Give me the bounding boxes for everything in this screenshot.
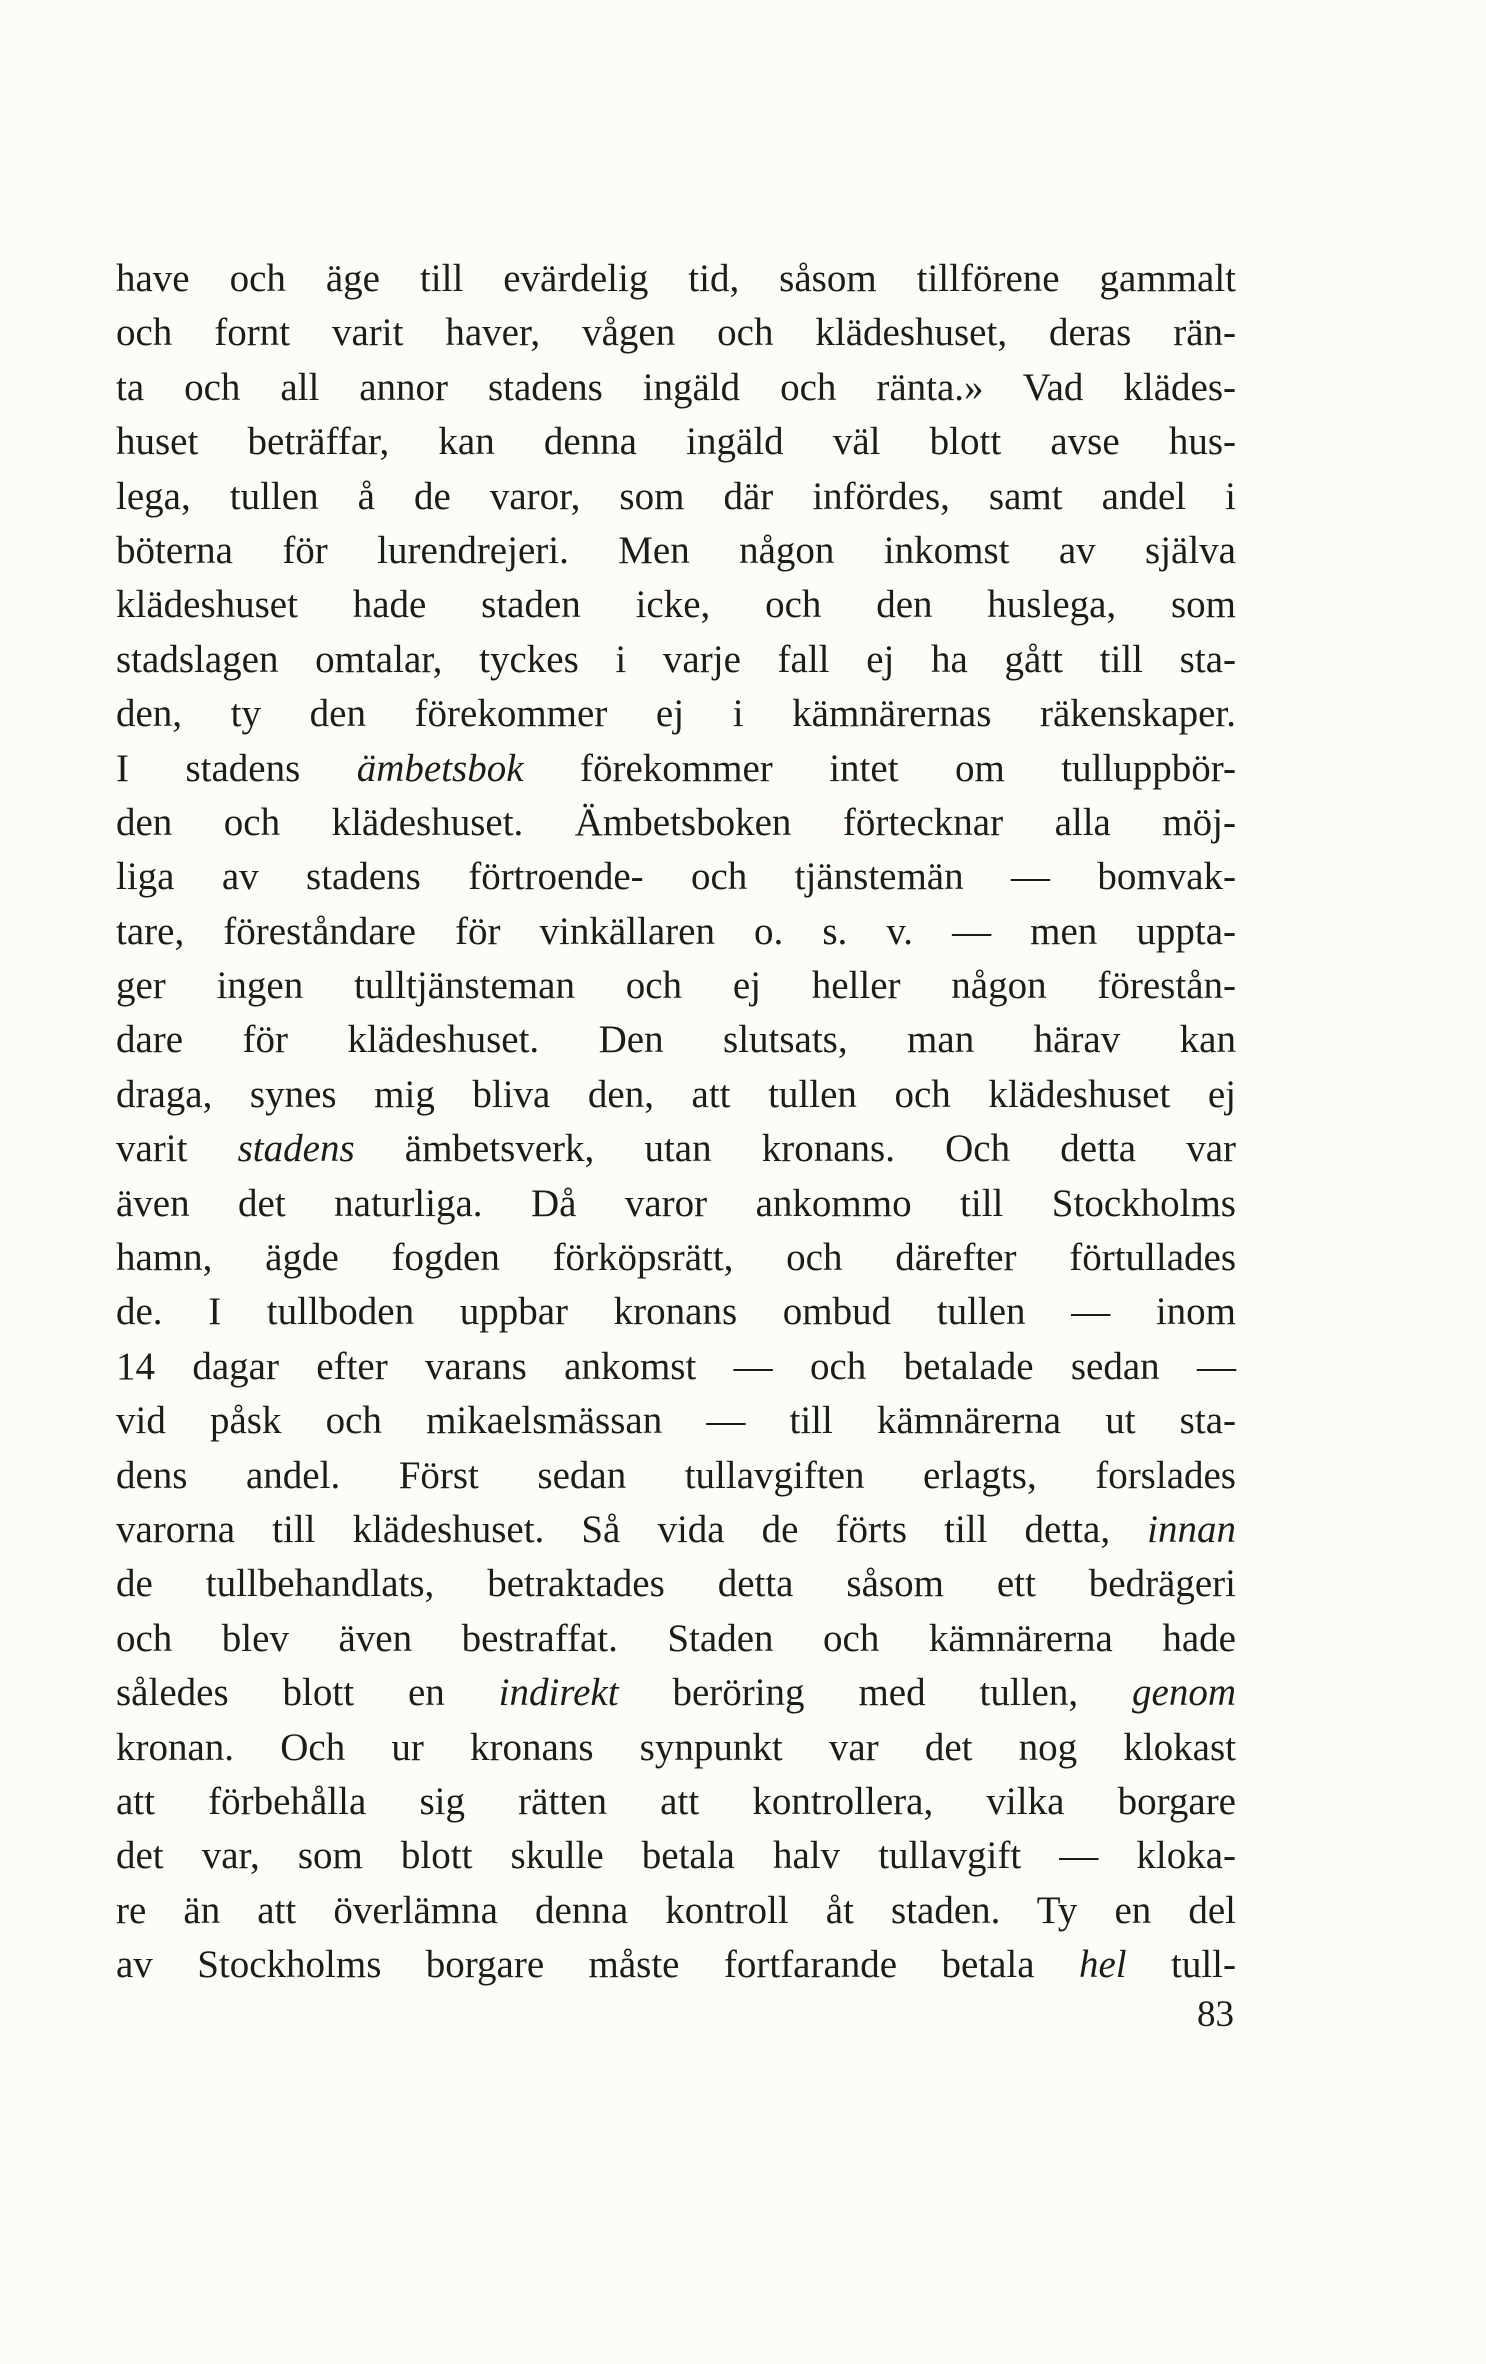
text-line: [116, 1013, 1236, 1067]
italic-text-segment: hel: [1078, 1943, 1127, 1987]
text-segment: lega, tullen å de varor, som där infördes, samt andel i: [116, 474, 1236, 518]
text-line: [116, 361, 1236, 415]
text-segment: huset beträffar, kan denna ingäld väl blott avse hus-: [116, 420, 1236, 464]
text-line: [116, 1938, 1236, 1992]
text-segment: även det naturliga. Då varor ankommo till Stockholms: [116, 1181, 1236, 1225]
italic-text-segment: stadens: [237, 1127, 355, 1171]
text-segment: kronan. Och ur kronans synpunkt var det nog klokast: [116, 1725, 1236, 1769]
text-segment: hamn, ägde fogden förköpsrätt, och därefter förtullades: [116, 1236, 1236, 1280]
text-segment: och fornt varit haver, vågen och klädeshuset, deras rän-: [116, 311, 1236, 355]
text-segment: den, ty den förekommer ej i kämnärernas räkenskaper.: [116, 692, 1236, 736]
italic-text-segment: genom: [1132, 1671, 1236, 1715]
text-segment: ämbetsverk, utan kronans. Och detta var: [354, 1127, 1236, 1171]
text-line: [116, 470, 1236, 524]
text-line: [116, 1285, 1236, 1339]
text-line: [116, 1829, 1236, 1883]
text-line: [116, 1775, 1236, 1829]
text-line: [116, 1612, 1236, 1666]
text-line: [116, 742, 1236, 796]
text-line: [116, 633, 1236, 687]
text-segment: ger ingen tulltjänsteman och ej heller någon förestån-: [116, 964, 1236, 1008]
text-segment: det var, som blott skulle betala halv tullavgift — kloka-: [116, 1834, 1236, 1878]
text-line: [116, 850, 1236, 904]
text-segment: den och klädeshuset. Ämbetsboken förtecknar alla möj-: [116, 800, 1236, 844]
italic-text-segment: innan: [1147, 1507, 1236, 1551]
text-line: [116, 1340, 1236, 1394]
text-segment: draga, synes mig bliva den, att tullen och klädeshuset ej: [116, 1072, 1236, 1116]
text-segment: förekommer intet om tulluppbör-: [523, 746, 1236, 790]
text-line: [116, 252, 1236, 306]
text-line: [116, 1068, 1236, 1122]
text-segment: klädeshuset hade staden icke, och den huslega, som: [116, 583, 1236, 627]
text-segment: varit: [116, 1127, 238, 1171]
text-line: [116, 687, 1236, 741]
text-segment: dens andel. Först sedan tullavgiften erlagts, forslades: [116, 1453, 1236, 1497]
text-segment: ta och all annor stadens ingäld och ränta.» Vad klädes-: [116, 365, 1236, 409]
text-line: [116, 959, 1236, 1013]
text-segment: således blott en: [116, 1671, 499, 1715]
text-line: [116, 306, 1236, 360]
text-segment: varorna till klädeshuset. Så vida de förts till detta,: [116, 1507, 1148, 1551]
text-line: [116, 1449, 1236, 1503]
text-segment: de. I tullboden uppbar kronans ombud tullen — inom: [116, 1290, 1236, 1334]
text-segment: 14 dagar efter varans ankomst — och betalade sedan —: [116, 1344, 1236, 1388]
text-segment: re än att överlämna denna kontroll åt staden. Ty en del: [116, 1888, 1236, 1932]
text-line: [116, 524, 1236, 578]
text-segment: böterna för lurendrejeri. Men någon inkomst av själva: [116, 528, 1236, 572]
text-line: [116, 1884, 1236, 1938]
text-segment: av Stockholms borgare måste fortfarande betala: [116, 1943, 1079, 1987]
text-segment: liga av stadens förtroende- och tjänstemän — bomvak-: [116, 855, 1236, 899]
text-segment: vid påsk och mikaelsmässan — till kämnärerna ut sta-: [116, 1399, 1236, 1443]
text-segment: I stadens: [116, 746, 357, 790]
text-segment: tare, föreståndare för vinkällaren o. s. v. — men uppta-: [116, 909, 1236, 953]
text-segment: dare för klädeshuset. Den slutsats, man härav kan: [116, 1018, 1236, 1062]
text-segment: och blev även bestraffat. Staden och kämnärerna hade: [116, 1616, 1236, 1660]
text-line: [116, 1666, 1236, 1720]
text-line: [116, 905, 1236, 959]
text-segment: tull-: [1126, 1943, 1237, 1987]
text-line: [116, 1721, 1236, 1775]
page-number: 83: [1197, 1994, 1234, 2035]
text-line: [116, 578, 1236, 632]
body-text: [116, 252, 1236, 1993]
text-line: [116, 415, 1236, 469]
italic-text-segment: indirekt: [498, 1671, 619, 1715]
text-segment: beröring med tullen,: [618, 1671, 1133, 1715]
italic-text-segment: ämbetsbok: [356, 746, 524, 790]
text-line: [116, 1231, 1236, 1285]
text-line: [116, 1557, 1236, 1611]
text-line: [116, 1503, 1236, 1557]
text-line: [116, 1177, 1236, 1231]
text-line: [116, 1394, 1236, 1448]
text-segment: stadslagen omtalar, tyckes i varje fall ej ha gått till sta-: [116, 637, 1236, 681]
text-line: [116, 1122, 1236, 1176]
text-segment: de tullbehandlats, betraktades detta såsom ett bedrägeri: [116, 1562, 1236, 1606]
text-line: [116, 796, 1236, 850]
text-segment: att förbehålla sig rätten att kontrollera, vilka borgare: [116, 1779, 1236, 1823]
text-segment: have och äge till evärdelig tid, såsom tillförene gammalt: [116, 257, 1236, 300]
